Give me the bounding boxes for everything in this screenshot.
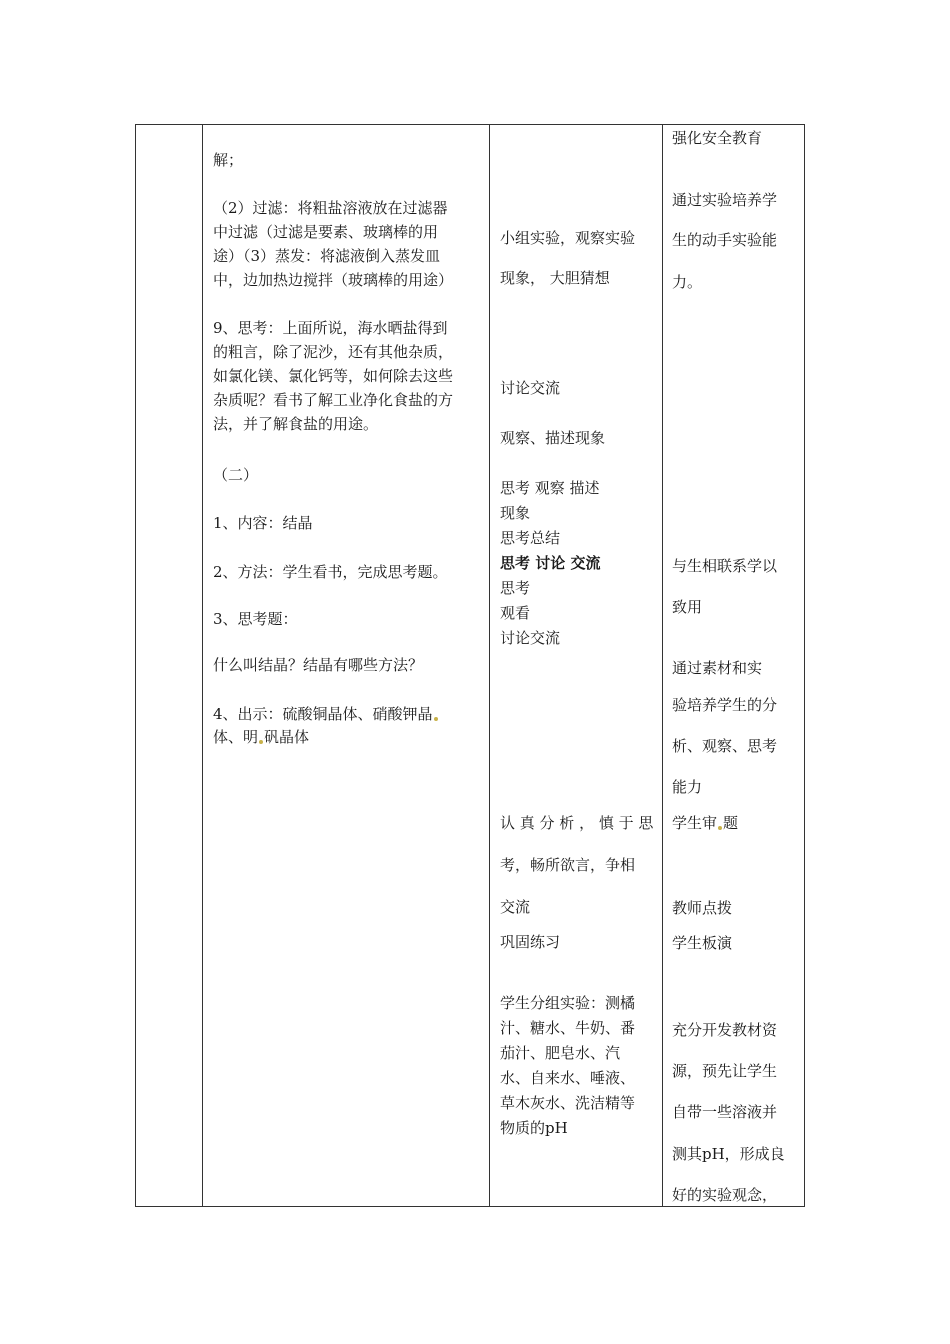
text-line: 学生板演	[672, 934, 733, 952]
text-line: 验培养学生的分	[672, 696, 778, 714]
text-line: 讨论交流	[500, 379, 561, 397]
text-line: 通过素材和实	[672, 659, 763, 677]
column-divider-3	[662, 125, 663, 1206]
text-line: 析、观察、思考	[672, 737, 778, 755]
mark-dot	[259, 740, 263, 744]
text-line: 能力	[672, 778, 703, 796]
text-line: 思考总结	[500, 529, 561, 547]
text-line: 与生相联系学以	[672, 557, 778, 575]
text-line: 中过滤（过滤是要素、玻璃棒的用	[213, 223, 439, 241]
text-line: 自带一些溶液并	[672, 1103, 778, 1121]
text-line	[213, 704, 439, 724]
text-line: 生的动手实验能	[672, 231, 778, 249]
text-segment: 体、明	[213, 728, 259, 746]
text-line: 思考	[500, 579, 531, 597]
text-line: 3、思考题：	[213, 610, 298, 628]
text-line: 法，并了解食盐的用途。	[213, 415, 379, 433]
text-line: 9、思考：上面所说，海水晒盐得到	[213, 319, 448, 337]
text-line: 草木灰水、洗洁精等	[500, 1094, 636, 1112]
text-line: 1、内容：结晶	[213, 514, 313, 532]
text-line: 学生分组实验：测橘	[500, 994, 636, 1012]
text-segment: 题	[723, 814, 739, 832]
text-line: 通过实验培养学	[672, 191, 778, 209]
text-line: 物质的pH	[500, 1119, 568, 1137]
text-line: 水、自来水、唾液、	[500, 1069, 636, 1087]
mark-dot	[434, 717, 438, 721]
text-line: 杂质呢？看书了解工业净化食盐的方	[213, 391, 454, 409]
text-line: 中，边加热边搅拌（玻璃棒的用途）	[213, 271, 454, 289]
text-line: 强化安全教育	[672, 129, 763, 147]
text-line: 观看	[500, 604, 531, 622]
text-line: 的粗言，除了泥沙，还有其他杂质，	[213, 343, 454, 361]
text-line: 交流	[500, 898, 531, 916]
text-segment: 学生审	[672, 814, 718, 832]
text-line	[213, 727, 309, 747]
text-line: 致用	[672, 598, 703, 616]
text-line: 解；	[213, 151, 244, 169]
text-line: 什么叫结晶？结晶有哪些方法？	[213, 656, 424, 674]
text-line: （2）过滤：将粗盐溶液放在过滤器	[213, 199, 448, 217]
text-line: 巩固练习	[500, 933, 561, 951]
text-line: 思考 观察 描述	[500, 479, 600, 497]
text-line: 力。	[672, 273, 703, 291]
text-line: 测其pH，形成良	[672, 1145, 785, 1163]
column-divider-1	[202, 125, 203, 1206]
text-line: 茄汁、肥皂水、汽	[500, 1044, 621, 1062]
text-line: 认 真 分 析 ， 慎 于 思	[500, 814, 654, 832]
text-line	[672, 813, 738, 833]
text-line: 汁、糖水、牛奶、番	[500, 1019, 636, 1037]
text-segment: 矾晶体	[264, 728, 310, 746]
text-line: 小组实验，观察实验	[500, 229, 636, 247]
text-line: 源，预先让学生	[672, 1062, 778, 1080]
text-line: 好的实验观念，	[672, 1186, 778, 1204]
text-line: 2、方法：学生看书，完成思考题。	[213, 563, 448, 581]
text-line: 如氯化镁、氯化钙等，如何除去这些	[213, 367, 454, 385]
text-line: 现象	[500, 504, 531, 522]
text-line: 观察、描述现象	[500, 429, 606, 447]
text-line: 讨论交流	[500, 629, 561, 647]
text-line: （二）	[213, 466, 259, 484]
text-line: 考，畅所欲言，争相	[500, 856, 636, 874]
text-line: 充分开发教材资	[672, 1021, 778, 1039]
text-line: 途）（3）蒸发：将滤液倒入蒸发皿	[213, 247, 441, 265]
text-line: 思考 讨论 交流	[500, 554, 601, 572]
text-segment: 4、出示：硫酸铜晶体、硝酸钾晶	[213, 705, 433, 723]
column-divider-2	[489, 125, 490, 1206]
text-line: 教师点拨	[672, 899, 733, 917]
mark-dot	[718, 826, 722, 830]
text-line: 现象， 大胆猜想	[500, 269, 610, 287]
